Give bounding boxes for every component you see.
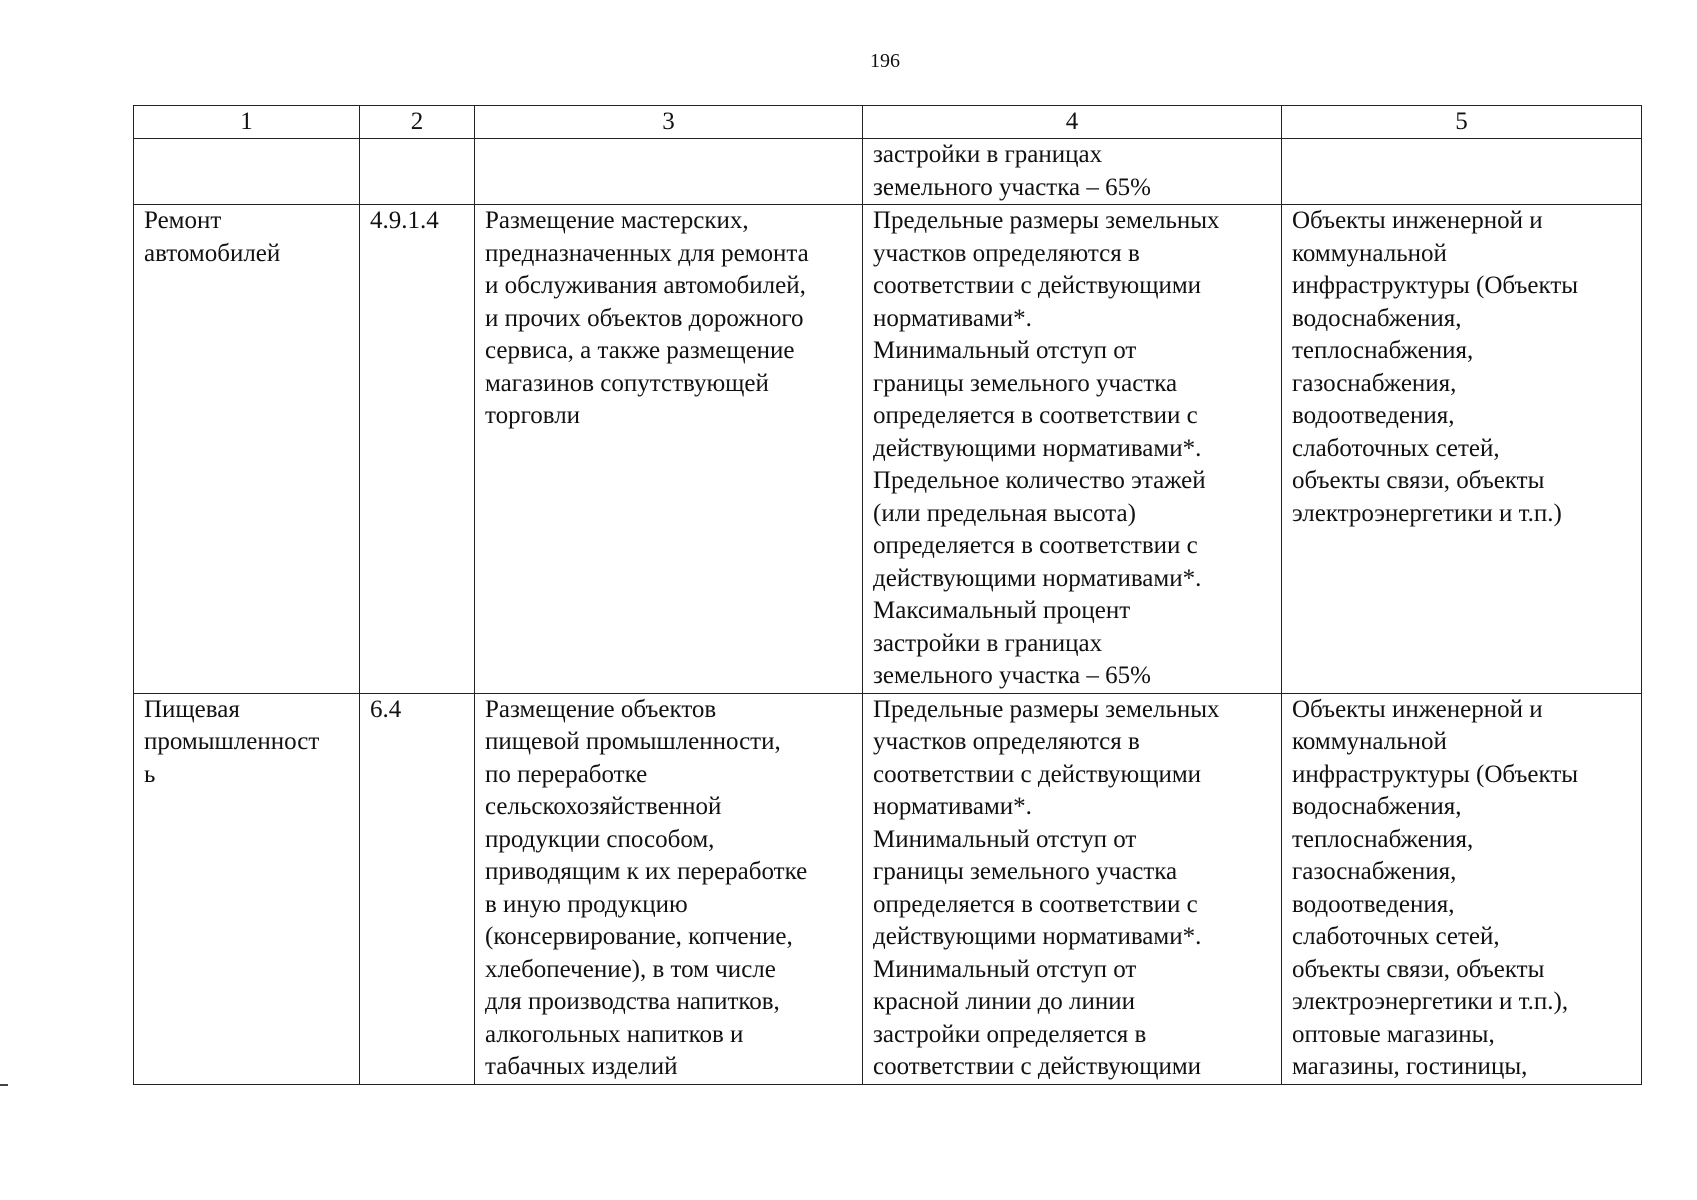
cell-description: Размещение объектов пищевой промышленности, по переработке сельскохозяйственной продукции способом, приводящим к их переработке в иную продукцию (консервирование, копчение, хлебопечение), в том числе для производства напитков, алкогольных напитков и табачных изделий [475,693,863,1084]
table-body [134,139,1642,1085]
cell-code: 4.9.1.4 [360,205,475,694]
cell-auxiliary: Объекты инженерной и коммунальной инфраструктуры (Объекты водоснабжения, теплоснабжения, газоснабжения, водоотведения, слаботочных сетей, объекты связи, объекты электроэнергетики и т.п.) [1282,205,1642,694]
cell-description [475,139,863,205]
header-col-3: 3 [475,106,863,139]
cell-parameters: Предельные размеры земельных участков определяются в соответствии с действующими нормативами*. Минимальный отступ от границы земельного участка определяется в соответствии с действующими нормативами*. Минимальный отступ от красной линии до линии застройки определяется в соответствии с действующими [863,693,1282,1084]
table-header [134,106,1642,139]
header-row [134,106,1642,139]
header-col-4: 4 [863,106,1282,139]
cell-auxiliary [1282,139,1642,205]
cell-name: Ремонт автомобилей [134,205,360,694]
cell-parameters: застройки в границах земельного участка – 65% [863,139,1282,205]
table-row-continuation [134,139,1642,205]
cell-name [134,139,360,205]
cell-parameters: Предельные размеры земельных участков определяются в соответствии с действующими нормативами*. Минимальный отступ от границы земельного участка определяется в соответствии с действующими нормативами*. Предельное количество этажей (или предельная высота) определяется в соответствии с действующими нормативами*. Максимальный процент застройки в границах земельного участка – 65% [863,205,1282,694]
margin-mark [0,1084,8,1086]
header-col-2: 2 [360,106,475,139]
zoning-table [133,105,1642,1085]
table-row-food-industry [134,693,1642,1084]
header-col-1: 1 [134,106,360,139]
cell-code [360,139,475,205]
page-number: 196 [870,50,900,72]
cell-code: 6.4 [360,693,475,1084]
header-col-5: 5 [1282,106,1642,139]
cell-description: Размещение мастерских, предназначенных для ремонта и обслуживания автомобилей, и прочих объектов дорожного сервиса, а также размещение магазинов сопутствующей торговли [475,205,863,694]
cell-auxiliary: Объекты инженерной и коммунальной инфраструктуры (Объекты водоснабжения, теплоснабжения, газоснабжения, водоотведения, слаботочных сетей, объекты связи, объекты электроэнергетики и т.п.), оптовые магазины, магазины, гостиницы, [1282,693,1642,1084]
cell-name: Пищевая промышленност ь [134,693,360,1084]
table-row-car-repair [134,205,1642,694]
